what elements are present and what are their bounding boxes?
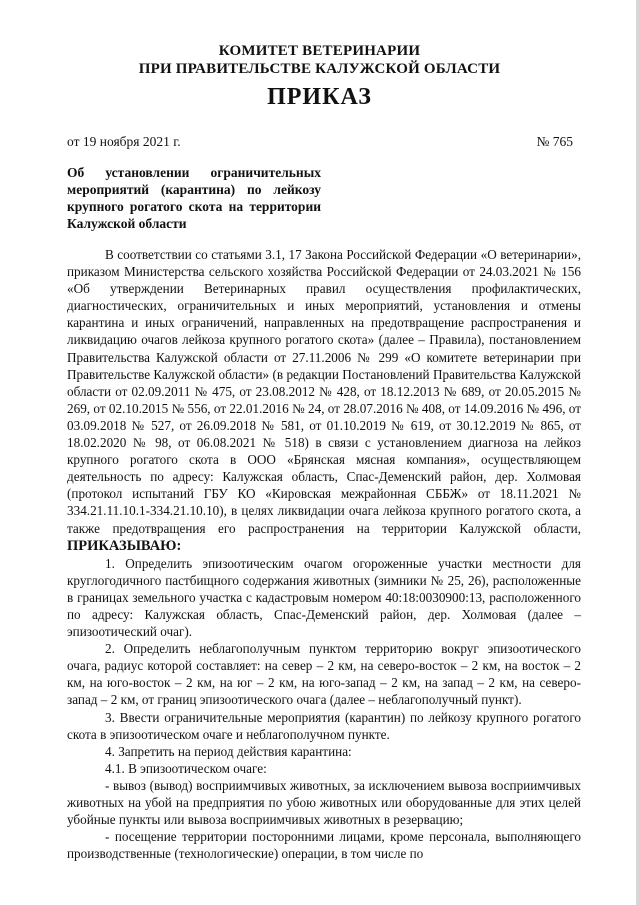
document-number: № 765 [536,134,573,149]
paragraph-item-2: 2. Определить неблагополучным пунктом территорию вокруг эпизоотического очага, радиус которой составляет: на север – 2 км, на северо-восток – 2 км, на восток – 2 км, на юго-восток – 2 км, на юг – 2 км, на юго-запад – 2 км, на запад – 2 км, на северо-запад – 2 км, от границ эпизоотического очага (далее – неблагополучный пункт). [67,641,581,708]
paragraph-item-3: 3. Ввести ограничительные мероприятия (карантин) по лейкозу крупного рогатого скота в эпизоотическом очаге и неблагополучном пункте. [67,709,581,742]
paragraph-item-1: 1. Определить эпизоотическим очагом огороженные участки местности для круглогодичного пастбищного содержания животных (зимники № 25, 26), расположенные в границах земельного участка с кадастровым номером 40:18:0030900:13, расположенного по адресу: Калужская область, Спас-Деменский район, дер. Холмовая (далее – эпизоотический очаг). [67,555,581,640]
paragraph-item-4-1-b: - посещение территории посторонними лицами, кроме персонала, выполняющего производственные (технологические) операции, в том числе по [67,829,581,862]
paragraph-item-4-1: 4.1. В эпизоотическом очаге: [105,760,267,776]
paragraph-item-4: 4. Запретить на период действия карантина: [105,743,352,759]
document-subject [67,164,321,232]
organization-name-line1: КОМИТЕТ ВЕТЕРИНАРИИ [218,43,421,59]
document-body [67,246,581,862]
subject-text: Об установлении ограничительных мероприятий (карантина) по лейкозу крупного рогатого скота на территории [67,165,321,214]
preamble-paragraph [67,246,581,555]
organization-name-line2: ПРИ ПРАВИТЕЛЬСТВЕ КАЛУЖСКОЙ ОБЛАСТИ [138,61,501,77]
subject-last-line: Калужской области [67,216,187,231]
order-word: ПРИКАЗЫВАЮ: [67,537,182,554]
paragraph-item-4-1-a: - вывоз (вывод) восприимчивых животных, за исключением вывоза восприимчивых животных на убой на предприятия по убою животных или оборудованные для этих целей убойные пункты или вывоза восприимчивых животных в резервацию; [67,777,581,828]
document-title: ПРИКАЗ [267,84,372,110]
document-date: от 19 ноября 2021 г. [67,134,181,149]
preamble-text: В соответствии со статьями 3.1, 17 Закона Российской Федерации «О ветеринарии», приказом Министерства сельского хозяйства Российской Федерации от 24.03.2021 № 156 «Об утверждении Ветеринарных правил осуществления профилактических, диагностических, ограничительных и иных мероприятий, установления и отмены карантина и иных ограничений, направленных на предотвращение распространения и ликвидацию очагов лейкоза крупного рогатого скота» (далее – Правила), постановлением Правительства Калужской области от 27.11.2006 № 299 «О комитете ветеринарии при Правительстве Калужской области» (в редакции Постановлений Правительства Калужской области от 02.09.2011 № 475, от 23.08.2012 № 428, от 18.12.2013 № 689, от 20.05.2015 № 269, от 02.10.2015 № 556, от 22.01.2016 № 24, от 28.07.2016 № 408, от 14.09.2016 № 496, от 03.09.2018 № 527, от 26.09.2018 № 581, от 01.10.2019 № 619, от 30.12.2019 № 865, от 18.02.2020 № 98, от 06.08.2021 № 518) в связи с установлением диагноза на лейкоз крупного рогатого скота в ООО «Брянская мясная компания», осуществляющем деятельность по адресу: Калужская область, Спас-Деменский район, дер. Холмовая (протокол испытаний ГБУ КО «Кировская межрайонная СББЖ» от 18.11.2021 № 334.21.11.10.1-334.21.10.10), в целях ликвидации очага лейкоза крупного рогатого скота, а также предотвращения его распространения на территории Калужской области, [67,247,581,536]
